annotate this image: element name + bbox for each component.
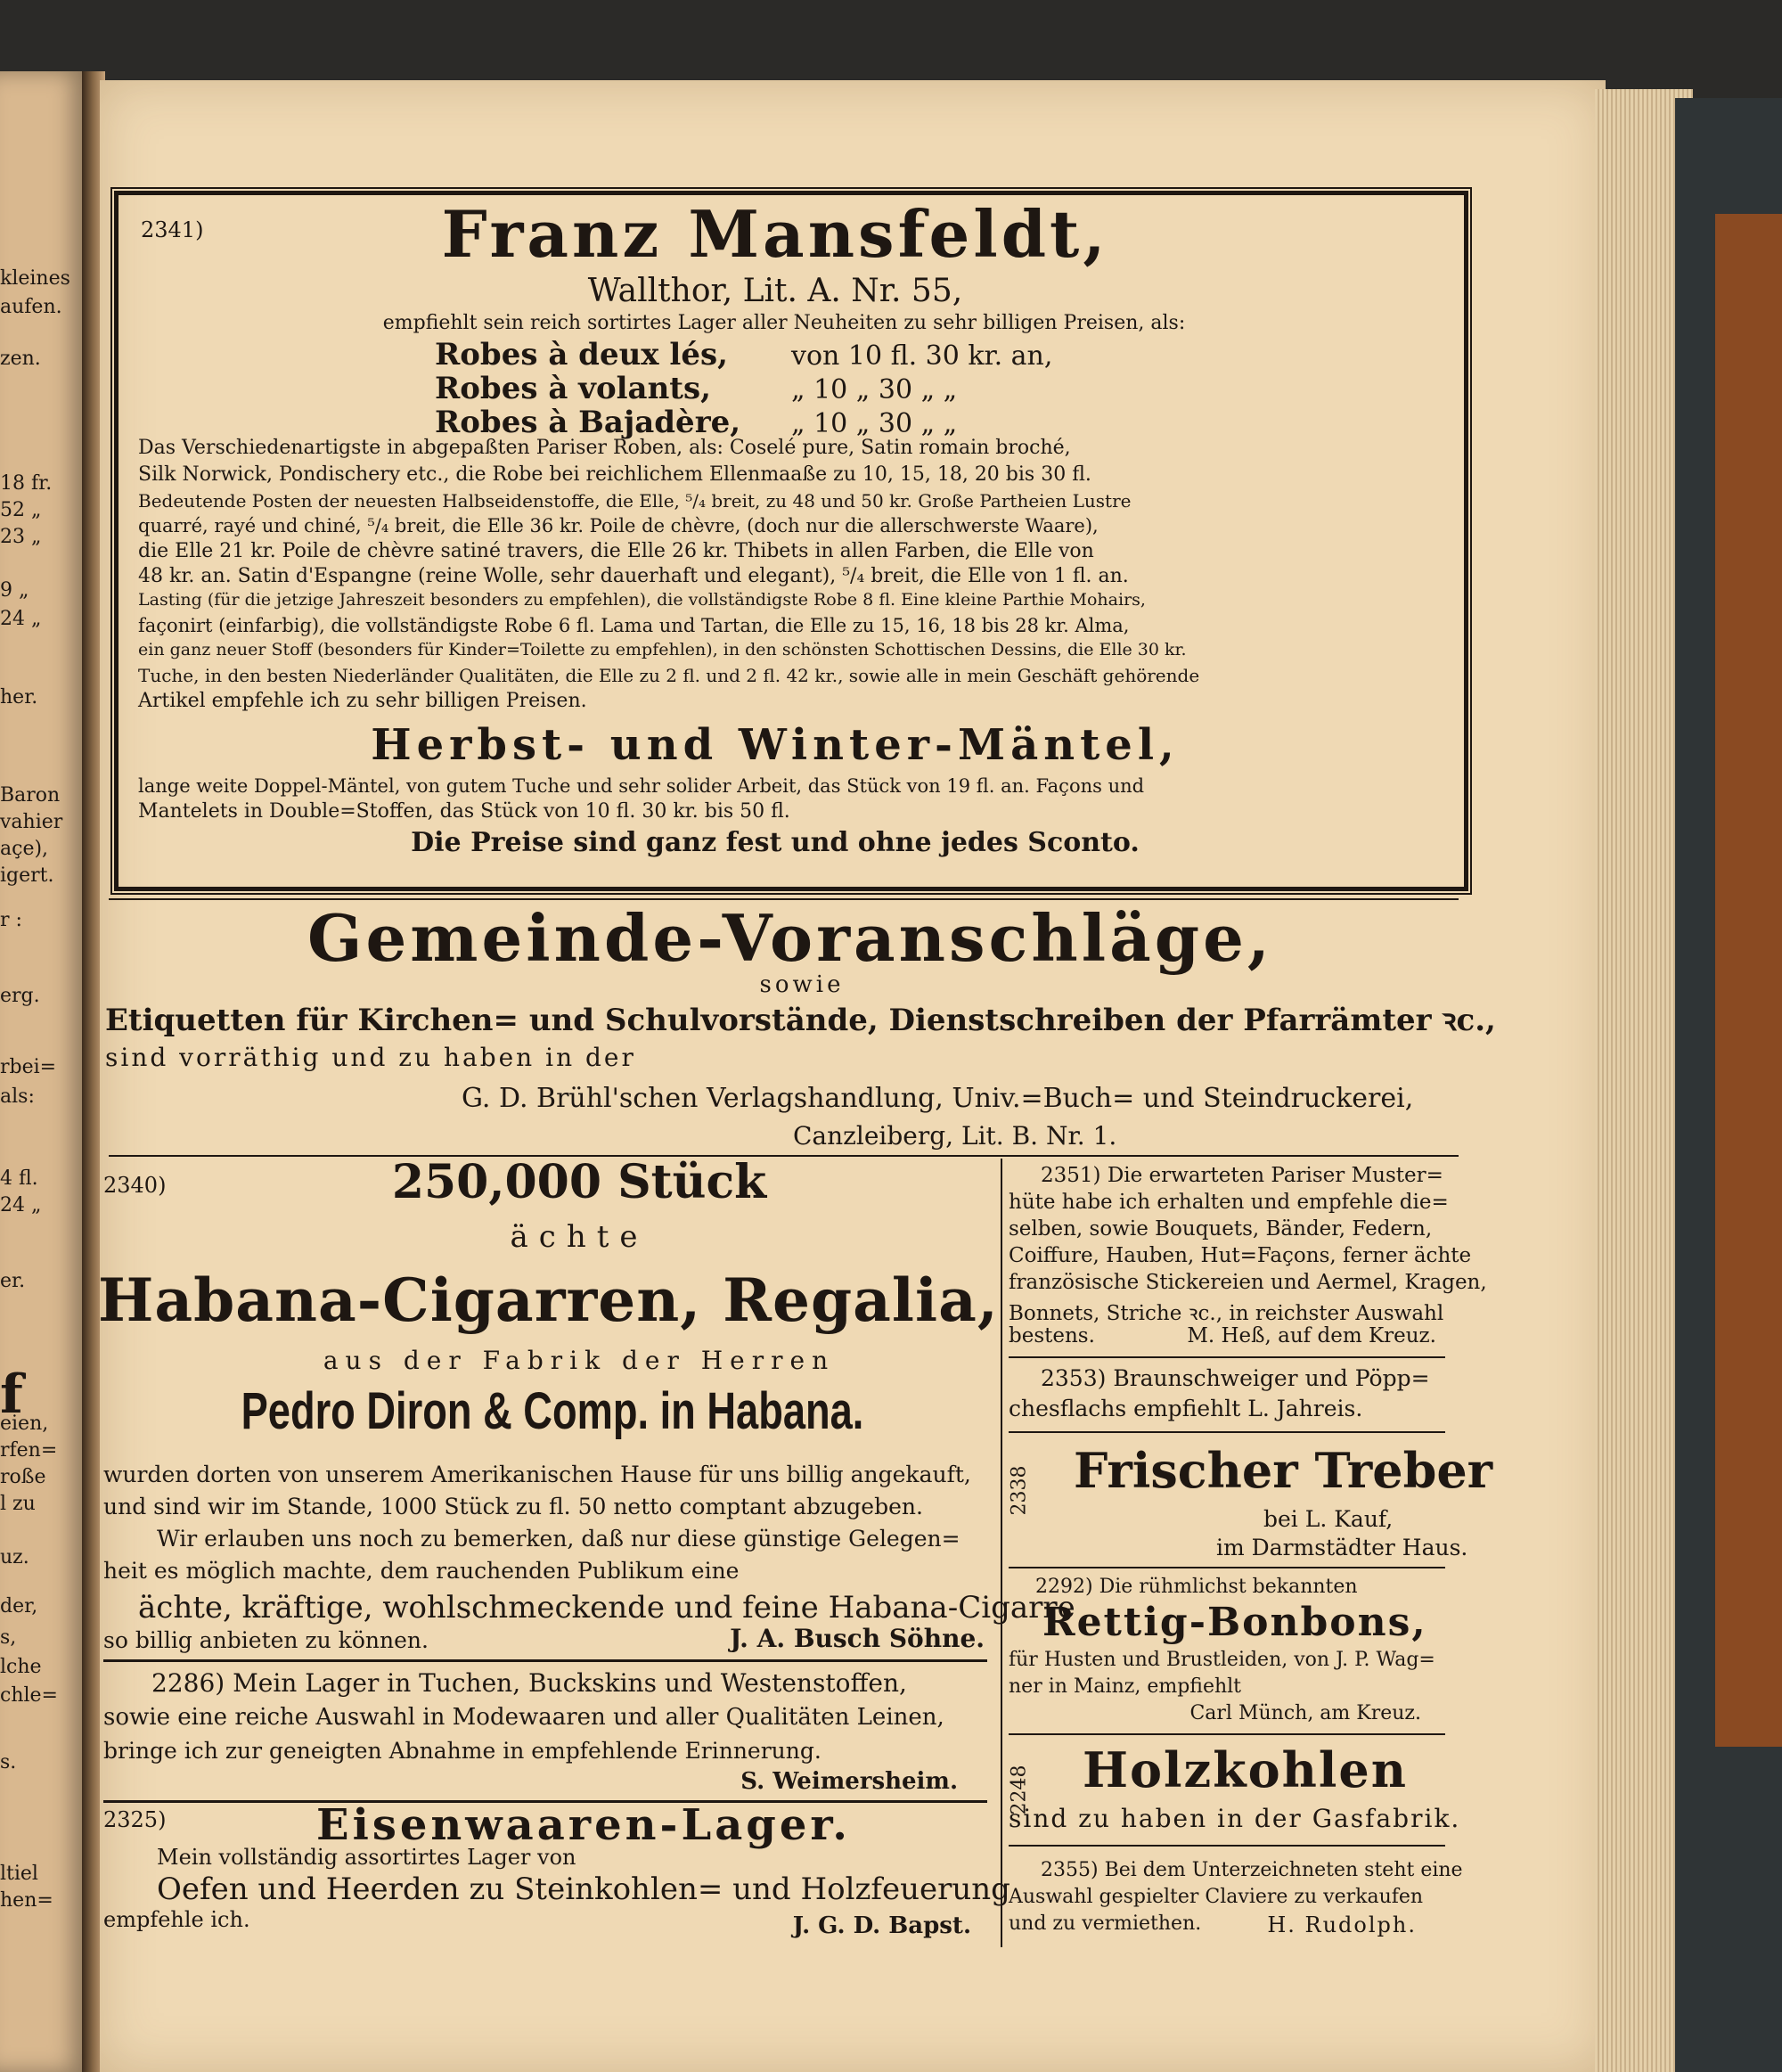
gemeinde-line: G. D. Brühl'schen Verlagshandlung, Univ.=Buch= und Steindruckerei, (462, 1083, 1414, 1114)
mansfeldt-body-line: die Elle 21 kr. Poile de chèvre satiné travers, die Elle 26 kr. Thibets in allen Farben, die Elle von (138, 540, 1094, 562)
hute-line: selben, sowie Bouquets, Bänder, Federn, (1009, 1217, 1433, 1241)
margin-text: r : (0, 909, 22, 931)
margin-text: l zu (0, 1493, 36, 1515)
gemeinde-title: Gemeinde-Voranschläge, (307, 900, 1273, 976)
mantel-line: Mantelets in Double=Stoffen, das Stück von 10 fl. 30 kr. bis 50 fl. (138, 800, 790, 823)
hute-line: Coiffure, Hauben, Hut=Façons, ferner ächte (1009, 1244, 1472, 1267)
cigarren-line: aus der Fabrik der Herren (323, 1346, 836, 1375)
margin-text: s, (0, 1626, 17, 1649)
holz-line: sind zu haben in der Gasfabrik. (1009, 1804, 1461, 1833)
claviere-sign: H. Rudolph. (1267, 1912, 1417, 1937)
holz-title: Holzkohlen (1083, 1741, 1409, 1798)
margin-text: ltiel (0, 1863, 38, 1885)
cigarren-body: Wir erlauben uns noch zu bemerken, daß nur diese günstige Gelegen= (157, 1526, 960, 1552)
margin-text: kleines (0, 267, 70, 290)
rettig-line: 2292) Die rühmlichst bekannten (1035, 1576, 1358, 1598)
margin-text: uz. (0, 1546, 29, 1568)
mansfeldt-body-line: Silk Norwick, Pondischery etc., die Robe bei reichlichem Ellenmaaße zu 10, 15, 18, 20 bis 30 fl. (138, 463, 1091, 486)
cigarren-title: Habana-Cigarren, Regalia, (98, 1265, 999, 1335)
gemeinde-line: sind vorräthig und zu haben in der (105, 1043, 636, 1072)
cigarren-line: 250,000 Stück (391, 1155, 767, 1209)
margin-text: rbei= (0, 1056, 57, 1078)
rettig-line: für Husten und Brustleiden, von J. P. Wag= (1009, 1649, 1435, 1671)
hute-line: Bonnets, Striche ꝛc., in reichster Auswahl (1009, 1302, 1444, 1325)
divider (1009, 1845, 1445, 1847)
margin-text: chle= (0, 1684, 58, 1707)
mansfeldt-body-line: Artikel empfehle ich zu sehr billigen Preisen. (138, 690, 587, 712)
divider (1009, 1431, 1445, 1433)
mansfeldt-address: Wallthor, Lit. A. Nr. 55, (587, 273, 963, 309)
mansfeldt-title: Franz Mansfeldt, (441, 196, 1109, 272)
cigarren-line: ächte, kräftige, wohlschmeckende und feine Habana-Cigarre (138, 1590, 1075, 1626)
margin-text: 23 „ (0, 526, 42, 548)
left-margin-column (0, 0, 89, 2072)
hute-line: hüte habe ich erhalten und empfehle die= (1009, 1191, 1449, 1214)
hute-line: bestens. (1009, 1324, 1095, 1347)
margin-text: er. (0, 1270, 26, 1292)
cigarren-line: ächte (510, 1219, 649, 1255)
gemeinde-sowie: sowie (759, 971, 845, 998)
rettig-sign: Carl Münch, am Kreuz. (1189, 1702, 1421, 1724)
mansfeldt-body-line: Tuche, in den besten Niederländer Qualitäten, die Elle zu 2 fl. und 2 fl. 42 kr., sowie alle in mein Geschäft gehörende (138, 665, 1200, 686)
hute-line: 2351) Die erwarteten Pariser Muster= (1041, 1164, 1443, 1187)
mansfeldt-body-line: 48 kr. an. Satin d'Espangne (reine Wolle, sehr dauerhaft und elegant), ⁵/₄ breit, die Elle von 1 fl. an. (138, 565, 1129, 587)
flachs-line: 2353) Braunschweiger und Pöpp= (1041, 1365, 1430, 1391)
tuchen-line: bringe ich zur geneigten Abnahme in empfehlende Erinnerung. (103, 1738, 822, 1764)
ad-number: 2325) (103, 1807, 167, 1832)
ad-number: 2341) (141, 217, 204, 242)
hute-sign: M. Heß, auf dem Kreuz. (1187, 1324, 1436, 1347)
mansfeldt-body-line: Das Verschiedenartigste in abgepaßten Pariser Roben, als: Coselé pure, Satin romain broché, (138, 437, 1071, 459)
column-divider (1001, 1159, 1002, 1947)
margin-text: erg. (0, 985, 40, 1007)
treber-line: im Darmstädter Haus. (1216, 1535, 1468, 1560)
gemeinde-line: Canzleiberg, Lit. B. Nr. 1. (793, 1121, 1117, 1151)
cigarren-line: Pedro Diron & Comp. in Habana. (241, 1382, 864, 1440)
margin-text: der, (0, 1595, 38, 1617)
claviere-line: Auswahl gespielter Claviere zu verkaufen (1009, 1886, 1424, 1908)
margin-text: 52 „ (0, 499, 42, 521)
margin-text: vahier (0, 811, 63, 833)
eisen-line: empfehle ich. (103, 1907, 250, 1932)
mansfeldt-body-line: ein ganz neuer Stoff (besonders für Kinder=Toilette zu empfehlen), in den schönsten Schottischen Dessins, die Elle 30 kr. (138, 640, 1187, 659)
divider (1009, 1356, 1445, 1358)
margin-text: eien, (0, 1413, 49, 1435)
margin-text: Baron (0, 784, 61, 807)
margin-text: aufen. (0, 296, 62, 318)
mansfeldt-body-line: façonirt (einfarbig), die vollständigste Robe 6 fl. Lama und Tartan, die Elle zu 15, 16, 18 bis 28 kr. Alma, (138, 615, 1130, 636)
margin-text: als: (0, 1085, 35, 1108)
robe-name: Robes à Bajadère, (435, 405, 741, 440)
margin-text: igert. (0, 864, 54, 887)
tuchen-line: sowie eine reiche Auswahl in Modewaaren und aller Qualitäten Leinen, (103, 1704, 944, 1731)
mansfeldt-body-line: Lasting (für die jetzige Jahreszeit besonders zu empfehlen), die vollständigste Robe 8 fl. Eine kleine Parthie Mohairs, (138, 590, 1146, 610)
mansfeldt-body-line: quarré, rayé und chiné, ⁵/₄ breit, die Elle 36 kr. Poile de chèvre, (doch nur die allerschwerste Waare), (138, 515, 1099, 536)
margin-text: açe), (0, 838, 49, 860)
margin-text: f (0, 1364, 23, 1426)
margin-text: rfen= (0, 1439, 58, 1462)
cigarren-body: wurden dorten von unserem Amerikanischen Hause für uns billig angekauft, (103, 1462, 971, 1487)
margin-text: 24 „ (0, 608, 42, 630)
flachs-line: chesflachs empfiehlt L. Jahreis. (1009, 1396, 1363, 1421)
rettig-title: Rettig-Bonbons, (1042, 1600, 1427, 1645)
divider (103, 1659, 987, 1662)
cigarren-line: so billig anbieten zu können. (103, 1627, 429, 1653)
robe-name: Robes à deux lés, (435, 337, 728, 373)
mantel-subtitle: Herbst- und Winter-Mäntel, (371, 720, 1180, 770)
tuchen-line: 2286) Mein Lager in Tuchen, Buckskins und Westenstoffen, (151, 1668, 907, 1698)
margin-text: s. (0, 1751, 17, 1773)
divider (1009, 1733, 1445, 1735)
rettig-line: ner in Mainz, empfiehlt (1009, 1675, 1242, 1698)
margin-text: lche (0, 1656, 42, 1678)
robe-price: „ 10 „ 30 „ „ (791, 408, 958, 439)
cigarren-sign: J. A. Busch Söhne. (730, 1624, 985, 1653)
claviere-line: und zu vermiethen. (1009, 1912, 1202, 1935)
mansfeldt-body-line: Bedeutende Posten der neuesten Halbseidenstoffe, die Elle, ⁵/₄ breit, zu 48 und 50 kr. Große Partheien Lustre (138, 490, 1132, 512)
treber-line: bei L. Kauf, (1263, 1506, 1394, 1532)
cigarren-body: und sind wir im Stande, 1000 Stück zu fl. 50 netto comptant abzugeben. (103, 1494, 923, 1519)
mansfeldt-closing: Die Preise sind ganz fest und ohne jedes Sconto. (411, 827, 1140, 858)
divider (1009, 1567, 1445, 1568)
hute-line: französische Stickereien und Aermel, Kragen, (1009, 1271, 1487, 1294)
treber-title: Frischer Treber (1074, 1442, 1493, 1499)
margin-text: 18 fr. (0, 472, 53, 495)
ad-number: 2338 (1008, 1465, 1031, 1516)
gemeinde-line: Etiquetten für Kirchen= und Schulvorstände, Dienstschreiben der Pfarrämter ꝛc., (105, 1003, 1496, 1038)
claviere-line: 2355) Bei dem Unterzeichneten steht eine (1041, 1859, 1463, 1881)
robe-price: „ 10 „ 30 „ „ (791, 374, 958, 405)
robe-price: von 10 fl. 30 kr. an, (791, 340, 1053, 372)
margin-text: 4 fl. (0, 1167, 38, 1190)
robe-name: Robes à volants, (435, 371, 711, 406)
cigarren-body: heit es möglich machte, dem rauchenden Publikum eine (103, 1558, 740, 1584)
mantel-line: lange weite Doppel-Mäntel, von gutem Tuche und sehr solider Arbeit, das Stück von 19 fl. an. Façons und (138, 775, 1145, 797)
eisen-sign: J. G. D. Bapst. (792, 1912, 971, 1939)
margin-text: zen. (0, 348, 41, 370)
spine-leather (1715, 214, 1782, 1747)
margin-text: 9 „ (0, 579, 29, 602)
eisen-title: Eisenwaaren-Lager. (316, 1800, 851, 1850)
tuchen-sign: S. Weimersheim. (740, 1768, 958, 1795)
mansfeldt-intro: empfiehlt sein reich sortirtes Lager aller Neuheiten zu sehr billigen Preisen, als: (382, 312, 1186, 334)
margin-text: hen= (0, 1889, 53, 1912)
eisen-line: Oefen und Heerden zu Steinkohlen= und Holzfeuerung (157, 1871, 1010, 1907)
margin-text: roße (0, 1466, 46, 1488)
margin-text: her. (0, 686, 38, 708)
margin-text: 24 „ (0, 1194, 42, 1216)
eisen-line: Mein vollständig assortirtes Lager von (157, 1845, 576, 1870)
ad-number: 2340) (103, 1173, 167, 1198)
ad-number: 2248 (1008, 1765, 1031, 1815)
